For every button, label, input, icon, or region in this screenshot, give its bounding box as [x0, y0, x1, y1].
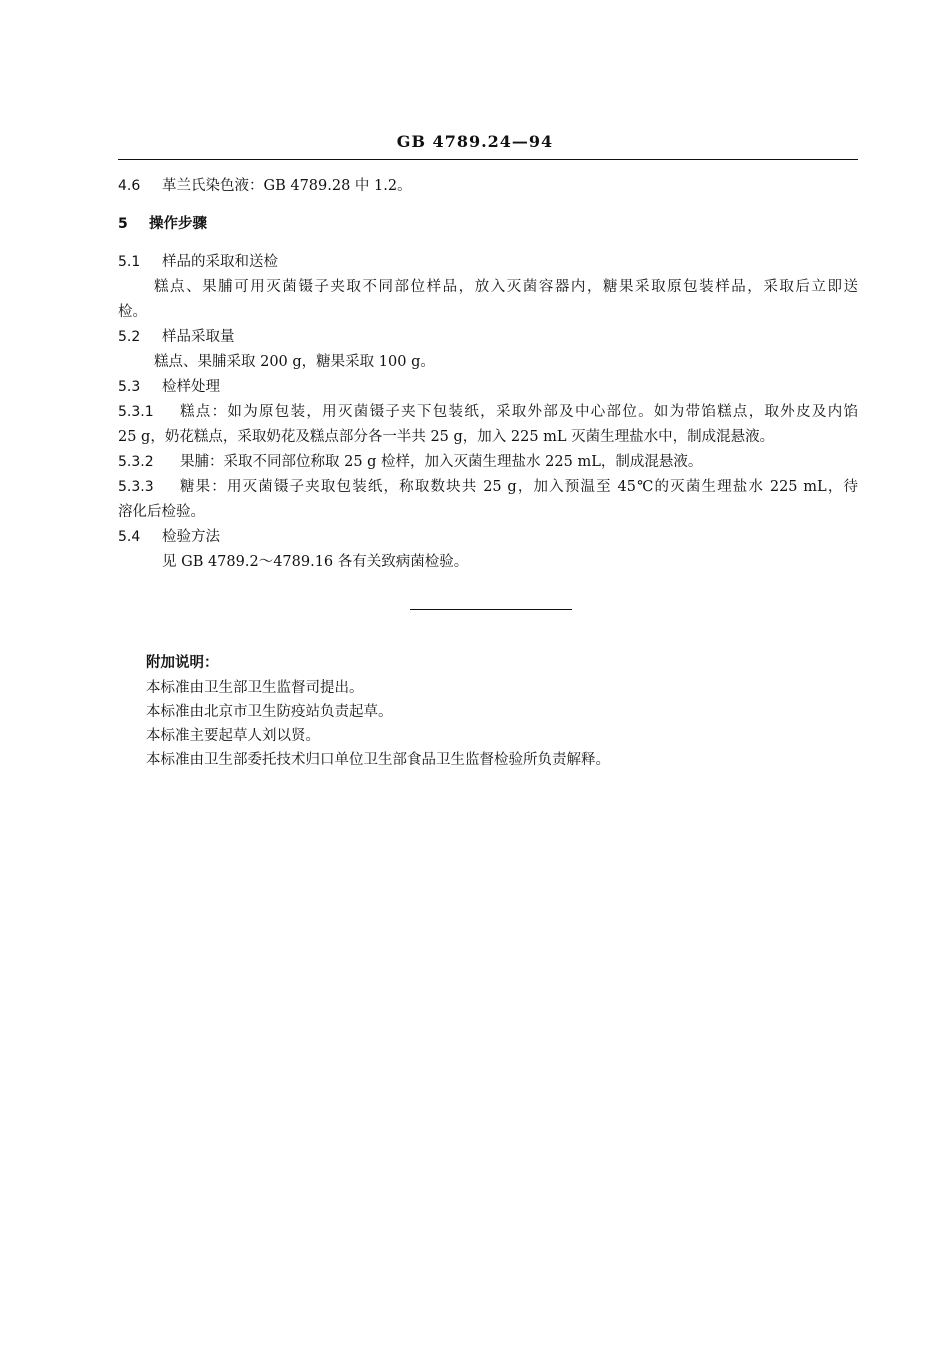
clause-number: 5.3.3 — [118, 479, 154, 495]
clause-text: 革兰氏染色液：GB 4789.28 中 1.2。 — [162, 178, 412, 194]
clause-5-3-2 — [118, 453, 702, 471]
clause-text: 糕点：如为原包装，用灭菌镊子夹下包装纸，采取外部及中心部位。如为带馅糕点，取外皮及内馅 — [180, 404, 858, 420]
clause-number: 5.3.2 — [118, 454, 154, 470]
clause-number: 5.3.1 — [118, 404, 154, 420]
clause-number: 4.6 — [118, 178, 141, 194]
section-title: 操作步骤 — [149, 215, 207, 232]
note-line: 本标准由卫生部卫生监督司提出。 — [146, 680, 364, 696]
end-rule — [410, 609, 572, 610]
notes-title: 附加说明： — [146, 654, 219, 671]
header-rule — [118, 159, 858, 160]
clause-5-2-line-1: 糕点、果脯采取 200 g，糖果采取 100 g。 — [154, 354, 435, 370]
clause-title: 样品采取量 — [162, 329, 235, 345]
clause-5-1-line-2: 检。 — [118, 304, 147, 320]
clause-number: 5.2 — [118, 329, 141, 345]
clause-number: 5.1 — [118, 254, 141, 270]
note-line: 本标准主要起草人刘以贤。 — [146, 728, 320, 744]
clause-5-3-1-line-1 — [118, 403, 858, 421]
clause-5-4-line-1: 见 GB 4789.2～4789.16 各有关致病菌检验。 — [162, 554, 469, 570]
clause-5-1-heading — [118, 253, 278, 271]
note-line: 本标准由卫生部委托技术归口单位卫生部食品卫生监督检验所负责解释。 — [146, 752, 610, 768]
clause-title: 检验方法 — [162, 529, 220, 545]
clause-5-3-heading — [118, 378, 220, 396]
clause-5-1-line-1: 糕点、果脯可用灭菌镊子夹取不同部位样品，放入灭菌容器内，糖果采取原包装样品，采取后立即送 — [154, 279, 858, 295]
clause-text: 果脯：采取不同部位称取 25 g 检样，加入灭菌生理盐水 225 mL，制成混悬液。 — [180, 454, 703, 470]
section-number: 5 — [118, 216, 128, 232]
clause-number: 5.4 — [118, 529, 141, 545]
clause-5-2-heading — [118, 328, 235, 346]
clause-5-4-heading — [118, 528, 220, 546]
clause-title: 样品的采取和送检 — [162, 254, 278, 270]
clause-title: 检样处理 — [162, 379, 220, 395]
clause-text: 糖果：用灭菌镊子夹取包装纸，称取数块共 25 g，加入预温至 45℃的灭菌生理盐水 225 mL，待 — [180, 479, 858, 495]
clause-5-3-1-line-2: 25 g，奶花糕点，采取奶花及糕点部分各一半共 25 g，加入 225 mL 灭菌生理盐水中，制成混悬液。 — [118, 429, 775, 445]
section-5-heading — [118, 215, 207, 233]
note-line: 本标准由北京市卫生防疫站负责起草。 — [146, 704, 393, 720]
clause-4-6 — [118, 177, 412, 195]
clause-number: 5.3 — [118, 379, 141, 395]
clause-5-3-3-line-2: 溶化后检验。 — [118, 504, 205, 520]
page-header: GB 4789.24—94 — [396, 132, 554, 151]
clause-5-3-3-line-1 — [118, 478, 858, 496]
